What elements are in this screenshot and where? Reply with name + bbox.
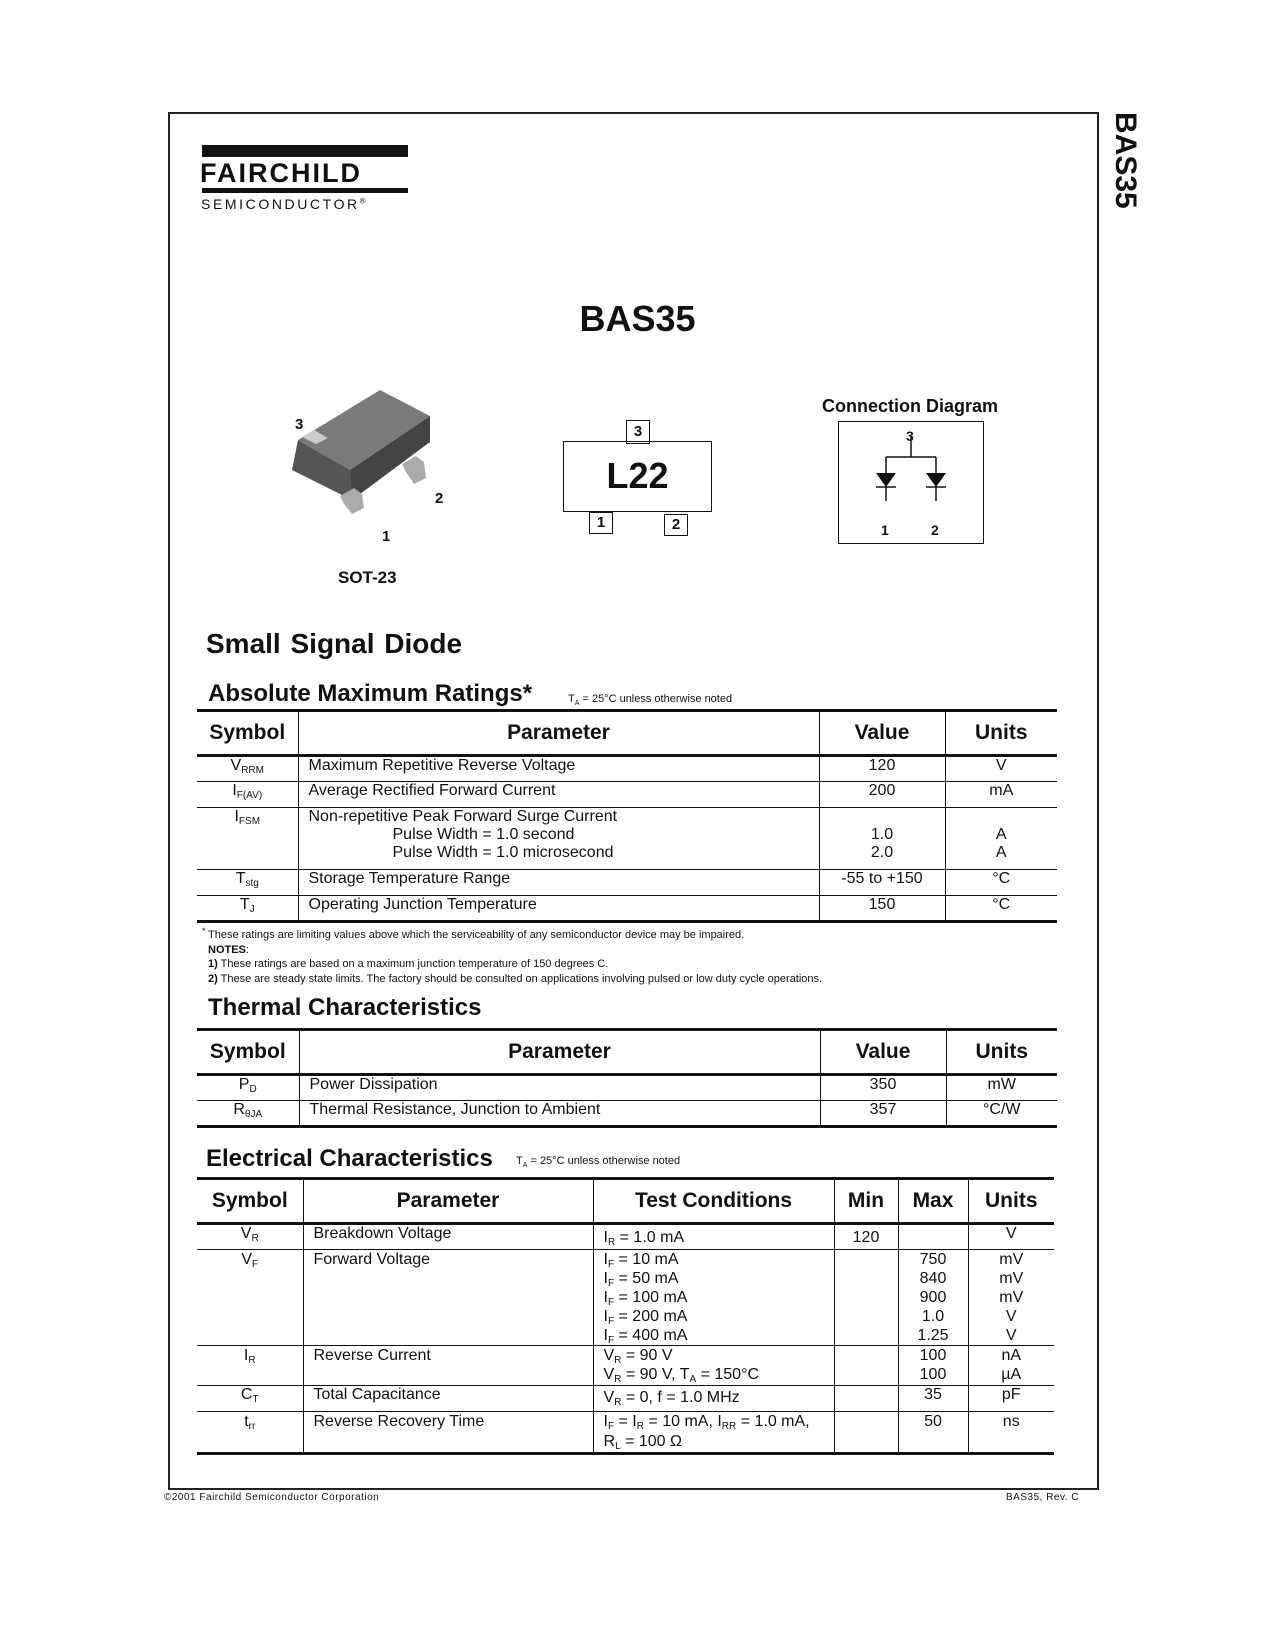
footer-copyright: ©2001 Fairchild Semiconductor Corporation (164, 1492, 380, 1503)
table-row: $P_D$ Power Dissipation 350 mW (197, 1075, 1057, 1101)
table-row: $V_F$ Forward Voltage $I_F = 10$ mA $I_F = 50$ mA $I_F = 100$ mA $I_F = 200$ mA $I_F = 400$ mA 750 840 900 1.0 1.25 mV mV mV V V (197, 1250, 1054, 1346)
package-pin3-label: 3 (295, 416, 304, 433)
abs-max-table (197, 709, 1057, 923)
abs-max-title: Absolute Maximum Ratings* (208, 680, 533, 707)
table-row: $T_{stg}$ Storage Temperature Range -55 to +150 °C (197, 870, 1057, 896)
electrical-title: Electrical Characteristics (206, 1145, 493, 1172)
col-parameter: Parameter (303, 1179, 593, 1224)
col-max: Max (898, 1179, 968, 1224)
abs-max-condition: $T_A = 25^\circ C$ unless otherwise noted (568, 693, 733, 707)
marking-pin3: 3 (626, 420, 650, 444)
thermal-table (197, 1028, 1057, 1128)
device-type: Small Signal Diode (206, 628, 463, 659)
col-value: Value (820, 1030, 946, 1075)
col-value: Value (819, 711, 945, 756)
col-units: Units (946, 1030, 1057, 1075)
notes-block (202, 926, 823, 986)
package-pin2-label: 2 (435, 490, 444, 507)
package-pin1-label: 1 (382, 528, 391, 545)
col-units: Units (968, 1179, 1054, 1224)
footer-revision: BAS35, Rev. C (1006, 1492, 1080, 1503)
notes-heading: NOTES: (208, 943, 249, 956)
electrical-table (197, 1177, 1054, 1455)
electrical-condition: $T_A = 25^\circ C$ unless otherwise noted (516, 1155, 681, 1169)
package-name: SOT-23 (338, 568, 397, 587)
table-row: $V_{RRM}$ Maximum Repetitive Reverse Voltage 120 V (197, 756, 1057, 782)
marking-pin1: 1 (589, 512, 613, 534)
col-test-conditions: Test Conditions (593, 1179, 834, 1224)
connection-pin1: 1 (881, 522, 889, 538)
table-row: $T_J$ Operating Junction Temperature 150 °C (197, 896, 1057, 922)
table-row: $I_{F(AV)}$ Average Rectified Forward Current 200 mA (197, 782, 1057, 808)
logo-name: FAIRCHILD (200, 158, 362, 188)
note-star: * These ratings are limiting values above which the serviceability of any semiconductor device may be impaired. (202, 926, 745, 941)
page-title: BAS35 (579, 298, 696, 339)
sot23-icon (280, 380, 480, 550)
connection-pin3: 3 (906, 428, 914, 444)
connection-title: Connection Diagram (822, 396, 999, 416)
col-parameter: Parameter (299, 1030, 820, 1075)
col-min: Min (834, 1179, 898, 1224)
table-row: $I_{FSM}$ Non-repetitive Peak Forward Surge Current Pulse Width = 1.0 second Pulse Width = 1.0 microsecond 1.0 2.0 A A (197, 808, 1057, 870)
col-symbol: Symbol (197, 711, 298, 756)
note-2: 2) These are steady state limits. The factory should be consulted on applications involving pulsed or low duty cycle operations. (208, 972, 823, 985)
connection-pin2: 2 (931, 522, 939, 538)
table-row: $t_{rr}$ Reverse Recovery Time $I_F = I_R = 10$ mA, $I_{RR} = 1.0$ mA, $R_L = 100$ Ω 50 ns (197, 1412, 1054, 1454)
table-row: $C_T$ Total Capacitance $V_R = 0$, f = 1.0 MHz 35 pF (197, 1386, 1054, 1412)
col-units: Units (945, 711, 1057, 756)
table-row: $V_R$ Breakdown Voltage $I_R = 1.0$ mA 120 V (197, 1224, 1054, 1250)
col-symbol: Symbol (197, 1030, 299, 1075)
side-part-number: BAS35 (1109, 112, 1142, 209)
thermal-title: Thermal Characteristics (208, 994, 482, 1021)
marking-pin2: 2 (664, 514, 688, 536)
note-1: 1) These ratings are based on a maximum junction temperature of 150 degrees C. (208, 958, 609, 970)
logo-sub: SEMICONDUCTOR® (201, 196, 369, 212)
col-parameter: Parameter (298, 711, 819, 756)
col-symbol: Symbol (197, 1179, 303, 1224)
table-row: $I_R$ Reverse Current $V_R = 90$ V $V_R = 90$ V, $T_A = 150^\circ C$ 100 100 nA µA (197, 1346, 1054, 1386)
table-row: $R_{\theta JA}$ Thermal Resistance, Junction to Ambient 357 °C/W (197, 1101, 1057, 1127)
marking-code: L22 (563, 441, 712, 512)
